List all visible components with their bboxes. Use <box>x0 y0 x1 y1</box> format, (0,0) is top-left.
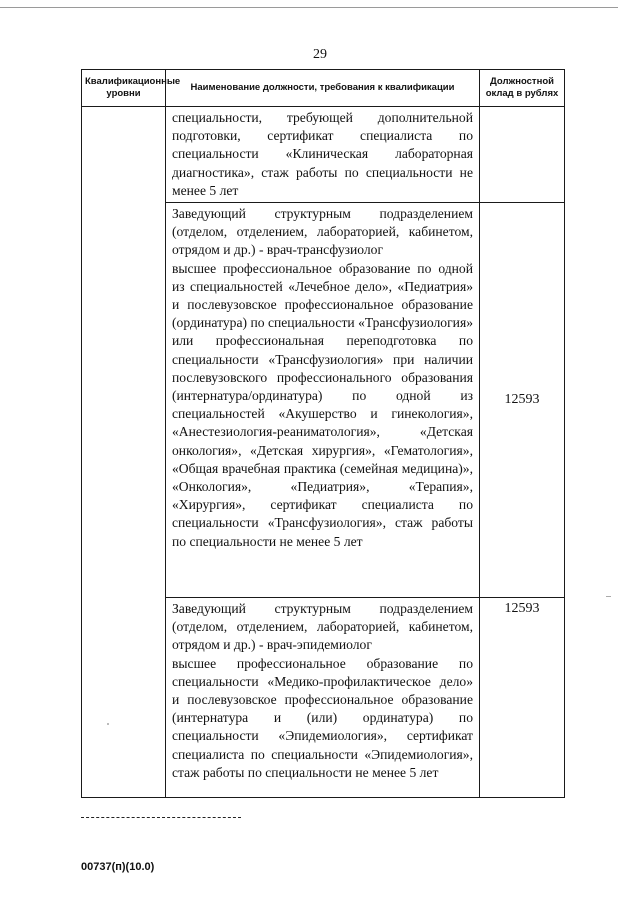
requirements-cell <box>166 107 480 203</box>
qualification-table <box>81 69 565 798</box>
position-title: Заведующий структурным подразделением (отделом, отделением, лабораторией, кабинетом, отрядом и др.) - врач-эпидемиолог <box>172 601 473 653</box>
requirements-text: высшее профессиональное образование по специальности «Медико-профилактическое дело» и послевузовское профессиональное образование (интернатура и (или) ординатура) по специальности «Эпидемиология», сертификат специалиста по специальности «Эпидемиология», стаж работы по специальности не менее 5 лет <box>172 655 473 780</box>
salary-cell: 12593 <box>480 598 565 798</box>
header-position-requirements: Наименование должности, требования к квалификации <box>166 70 480 107</box>
header-qualification-levels: Квалификационные уровни <box>82 70 166 107</box>
salary-cell <box>480 107 565 203</box>
requirements-text: высшее профессиональное образование по одной из специальностей «Лечебное дело», «Педиатрия» и послевузовское профессиональное образование (ординатура) по специальности «Трансфузиология» или профессиональная переподготовка по специальности «Трансфузиология» при наличии послевузовского профессионального образования (интернатура/ординатура) по одной из специальностей «Акушерство и гинекология», «Анестезиология-реаниматология», «Детская онкология», «Детская хирургия», «Гематология», «Общая врачебная практика (семейная медицина)», «Онкология», «Педиатрия», «Терапия», «Хирургия», сертификат специалиста по специальности «Трансфузиология», стаж работы по специальности не менее 5 лет <box>172 260 473 549</box>
requirements-text: специальности, требующей дополнительной подготовки, сертификат специалиста по специальности «Клиническая лабораторная диагностика», стаж работы по специальности не менее 5 лет <box>172 110 473 198</box>
footnote-separator <box>81 817 241 818</box>
page-number: 29 <box>313 47 327 62</box>
header-salary: Должностной оклад в рублях <box>480 70 565 107</box>
salary-cell: 12593 <box>480 203 565 598</box>
scan-artifact-mark <box>606 596 611 597</box>
table-row <box>82 107 565 203</box>
table-header-row <box>82 70 565 107</box>
qualification-level-cell <box>82 107 166 798</box>
scan-artifact-dot <box>107 723 109 725</box>
requirements-cell <box>166 598 480 798</box>
document-code: 00737(п)(10.0) <box>81 861 155 873</box>
scan-top-rule <box>0 7 618 8</box>
requirements-cell <box>166 203 480 598</box>
position-title: Заведующий структурным подразделением (отделом, отделением, лабораторией, кабинетом, отрядом и др.) - врач-трансфузиолог <box>172 206 473 258</box>
